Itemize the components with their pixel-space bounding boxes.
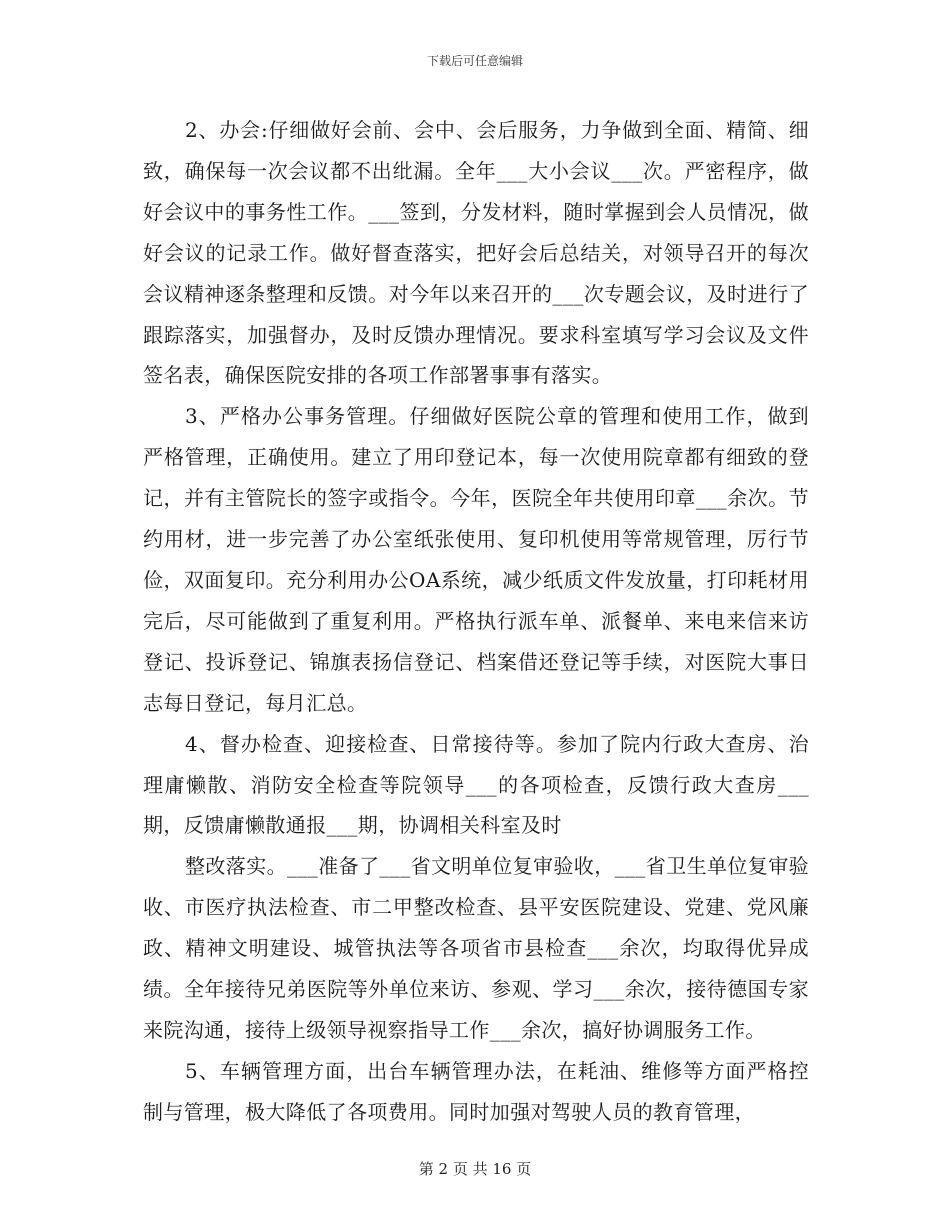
paragraph-rectification: 整改落实。___准备了___省文明单位复审验收，___省卫生单位复审验收、市医疗执法检查、市二甲整改检查、县平安医院建设、党建、党风廉政、精神文明建设、城管执法等各项省市县检查___余次，均取得优异成绩。全年接待兄弟医院等外单位来访、参观、学习___余次，接待德国专家来院沟通，接待上级领导视察指导工作___余次，搞好协调服务工作。 [143, 854, 809, 1042]
paragraph-vehicle-management: 5、车辆管理方面，出台车辆管理办法，在耗油、维修等方面严格控制与管理，极大降低了各项费用。同时加强对驾驶人员的教育管理， [143, 1058, 809, 1124]
page-number-footer: 第 2 页 共 16 页 [418, 1160, 532, 1178]
document-body [143, 110, 809, 1133]
paragraph-office-affairs: 3、严格办公事务管理。仔细做好医院公章的管理和使用工作，做到严格管理，正确使用。建立了用印登记本，每一次使用院章都有细致的登记，并有主管院长的签字或指令。今年，医院全年共使用印章___余次。节约用材，进一步完善了办公室纸张使用、复印机使用等常规管理，厉行节俭，双面复印。充分利用办公OA系统，减少纸质文件发放量，打印耗材用完后，尽可能做到了重复利用。严格执行派车单、派餐单、来电来信来访登记、投诉登记、锦旗表扬信登记、档案借还登记等手续，对医院大事日志每日登记，每月汇总。 [143, 404, 809, 715]
paragraph-meeting-service: 2、办会:仔细做好会前、会中、会后服务，力争做到全面、精简、细致，确保每一次会议都不出纰漏。全年___大小会议___次。严密程序，做好会议中的事务性工作。___签到，分发材料，随时掌握到会人员情况，做好会议的记录工作。做好督查落实，把好会后总结关，对领导召开的每次会议精神逐条整理和反馈。对今年以来召开的___次专题会议，及时进行了跟踪落实，加强督办，及时反馈办理情况。要求科室填写学习会议及文件签名表，确保医院安排的各项工作部署事事有落实。 [143, 118, 809, 388]
paragraph-inspections: 4、督办检查、迎接检查、日常接待等。参加了院内行政大查房、治理庸懒散、消防安全检查等院领导___的各项检查，反馈行政大查房___期，反馈庸懒散通报___期，协调相关科室及时 [143, 731, 809, 838]
page-header: 下载后可任意编辑 [426, 54, 523, 68]
